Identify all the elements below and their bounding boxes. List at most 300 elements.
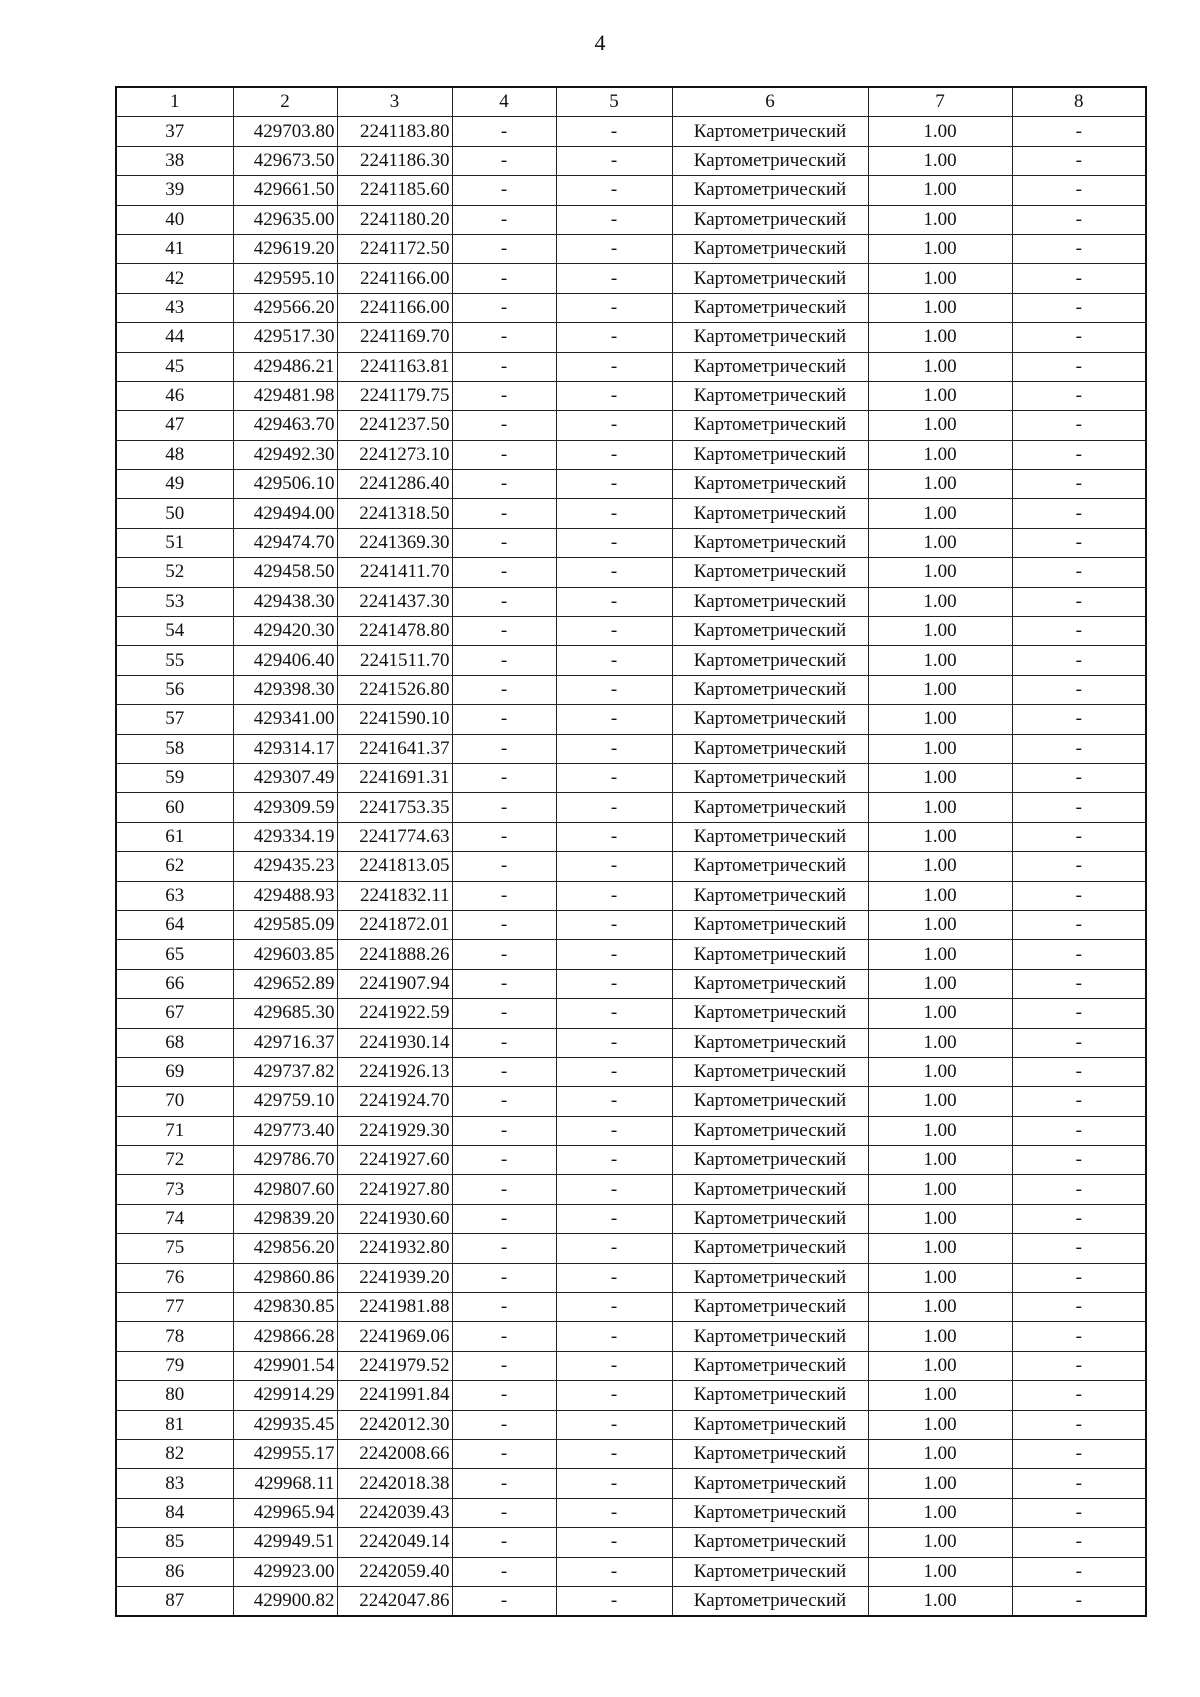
table-row	[116, 969, 1146, 998]
accuracy-cell: 1.00	[868, 793, 1012, 822]
y-coordinate-cell: 2241163.81	[337, 352, 452, 381]
x-coordinate-cell: 429860.86	[233, 1263, 337, 1292]
col-8-cell: -	[1012, 1410, 1146, 1439]
col-8-cell: -	[1012, 293, 1146, 322]
point-number-cell: 60	[116, 793, 233, 822]
table-row	[116, 852, 1146, 881]
x-coordinate-cell: 429914.29	[233, 1381, 337, 1410]
y-coordinate-cell: 2241753.35	[337, 793, 452, 822]
col-4-cell: -	[452, 1234, 556, 1263]
y-coordinate-cell: 2241590.10	[337, 705, 452, 734]
method-cell: Картометрический	[672, 1381, 868, 1410]
col-5-cell: -	[556, 1381, 672, 1410]
table-row	[116, 176, 1146, 205]
point-number-cell: 57	[116, 705, 233, 734]
point-number-cell: 68	[116, 1028, 233, 1057]
method-cell: Картометрический	[672, 1528, 868, 1557]
method-cell: Картометрический	[672, 1410, 868, 1439]
point-number-cell: 41	[116, 234, 233, 263]
method-cell: Картометрический	[672, 910, 868, 939]
col-5-cell: -	[556, 1087, 672, 1116]
col-4-cell: -	[452, 499, 556, 528]
x-coordinate-cell: 429463.70	[233, 411, 337, 440]
accuracy-cell: 1.00	[868, 1528, 1012, 1557]
col-4-cell: -	[452, 910, 556, 939]
table-row	[116, 793, 1146, 822]
accuracy-cell: 1.00	[868, 146, 1012, 175]
point-number-cell: 40	[116, 205, 233, 234]
point-number-cell: 48	[116, 440, 233, 469]
accuracy-cell: 1.00	[868, 323, 1012, 352]
accuracy-cell: 1.00	[868, 499, 1012, 528]
table-row	[116, 1234, 1146, 1263]
y-coordinate-cell: 2242012.30	[337, 1410, 452, 1439]
x-coordinate-cell: 429935.45	[233, 1410, 337, 1439]
col-5-cell: -	[556, 528, 672, 557]
col-4-cell: -	[452, 234, 556, 263]
col-4-cell: -	[452, 1557, 556, 1586]
point-number-cell: 72	[116, 1146, 233, 1175]
accuracy-cell: 1.00	[868, 969, 1012, 998]
point-number-cell: 87	[116, 1586, 233, 1616]
col-4-cell: -	[452, 1381, 556, 1410]
point-number-cell: 66	[116, 969, 233, 998]
x-coordinate-cell: 429830.85	[233, 1293, 337, 1322]
method-cell: Картометрический	[672, 440, 868, 469]
col-5-cell: -	[556, 852, 672, 881]
x-coordinate-cell: 429901.54	[233, 1351, 337, 1380]
method-cell: Картометрический	[672, 176, 868, 205]
col-4-cell: -	[452, 440, 556, 469]
table-row	[116, 1263, 1146, 1292]
method-cell: Картометрический	[672, 1175, 868, 1204]
col-8-cell: -	[1012, 910, 1146, 939]
accuracy-cell: 1.00	[868, 852, 1012, 881]
col-5-cell: -	[556, 587, 672, 616]
accuracy-cell: 1.00	[868, 705, 1012, 734]
method-cell: Картометрический	[672, 881, 868, 910]
y-coordinate-cell: 2241369.30	[337, 528, 452, 557]
accuracy-cell: 1.00	[868, 411, 1012, 440]
y-coordinate-cell: 2241929.30	[337, 1116, 452, 1145]
method-cell: Картометрический	[672, 587, 868, 616]
col-4-cell: -	[452, 1057, 556, 1086]
col-8-cell: -	[1012, 411, 1146, 440]
point-number-cell: 86	[116, 1557, 233, 1586]
col-8-cell: -	[1012, 234, 1146, 263]
method-cell: Картометрический	[672, 1116, 868, 1145]
method-cell: Картометрический	[672, 1057, 868, 1086]
table-row	[116, 1439, 1146, 1468]
col-8-cell: -	[1012, 822, 1146, 851]
method-cell: Картометрический	[672, 940, 868, 969]
method-cell: Картометрический	[672, 1469, 868, 1498]
y-coordinate-cell: 2241183.80	[337, 117, 452, 146]
col-4-cell: -	[452, 558, 556, 587]
point-number-cell: 67	[116, 999, 233, 1028]
col-4-cell: -	[452, 587, 556, 616]
col-5-cell: -	[556, 1469, 672, 1498]
accuracy-cell: 1.00	[868, 440, 1012, 469]
col-4-cell: -	[452, 1439, 556, 1468]
y-coordinate-cell: 2242047.86	[337, 1586, 452, 1616]
col-8-cell: -	[1012, 587, 1146, 616]
method-cell: Картометрический	[672, 1087, 868, 1116]
header-row	[116, 87, 1146, 117]
x-coordinate-cell: 429506.10	[233, 470, 337, 499]
col-5-cell: -	[556, 293, 672, 322]
accuracy-cell: 1.00	[868, 587, 1012, 616]
y-coordinate-cell: 2241179.75	[337, 381, 452, 410]
col-8-cell: -	[1012, 1351, 1146, 1380]
col-4-cell: -	[452, 1469, 556, 1498]
accuracy-cell: 1.00	[868, 940, 1012, 969]
table-row	[116, 1028, 1146, 1057]
table-row	[116, 1322, 1146, 1351]
col-4-cell: -	[452, 176, 556, 205]
accuracy-cell: 1.00	[868, 1146, 1012, 1175]
accuracy-cell: 1.00	[868, 763, 1012, 792]
y-coordinate-cell: 2241907.94	[337, 969, 452, 998]
col-5-cell: -	[556, 999, 672, 1028]
col-5-cell: -	[556, 1439, 672, 1468]
col-4-cell: -	[452, 352, 556, 381]
col-5-cell: -	[556, 1557, 672, 1586]
col-8-cell: -	[1012, 1557, 1146, 1586]
x-coordinate-cell: 429900.82	[233, 1586, 337, 1616]
point-number-cell: 76	[116, 1263, 233, 1292]
y-coordinate-cell: 2241774.63	[337, 822, 452, 851]
col-8-cell: -	[1012, 1028, 1146, 1057]
table-row	[116, 1087, 1146, 1116]
col-5-cell: -	[556, 1528, 672, 1557]
table-row	[116, 705, 1146, 734]
point-number-cell: 44	[116, 323, 233, 352]
col-4-cell: -	[452, 264, 556, 293]
col-8-cell: -	[1012, 969, 1146, 998]
accuracy-cell: 1.00	[868, 1263, 1012, 1292]
accuracy-cell: 1.00	[868, 117, 1012, 146]
accuracy-cell: 1.00	[868, 352, 1012, 381]
col-5-cell: -	[556, 763, 672, 792]
method-cell: Картометрический	[672, 528, 868, 557]
accuracy-cell: 1.00	[868, 675, 1012, 704]
x-coordinate-cell: 429309.59	[233, 793, 337, 822]
column-header-6: 6	[672, 87, 868, 117]
point-number-cell: 45	[116, 352, 233, 381]
accuracy-cell: 1.00	[868, 1322, 1012, 1351]
method-cell: Картометрический	[672, 264, 868, 293]
y-coordinate-cell: 2242039.43	[337, 1498, 452, 1527]
x-coordinate-cell: 429619.20	[233, 234, 337, 263]
method-cell: Картометрический	[672, 1234, 868, 1263]
method-cell: Картометрический	[672, 1557, 868, 1586]
table-row	[116, 675, 1146, 704]
table-row	[116, 910, 1146, 939]
col-5-cell: -	[556, 176, 672, 205]
column-header-2: 2	[233, 87, 337, 117]
method-cell: Картометрический	[672, 617, 868, 646]
y-coordinate-cell: 2241641.37	[337, 734, 452, 763]
table-row	[116, 1557, 1146, 1586]
col-8-cell: -	[1012, 323, 1146, 352]
col-4-cell: -	[452, 146, 556, 175]
y-coordinate-cell: 2241169.70	[337, 323, 452, 352]
col-4-cell: -	[452, 1528, 556, 1557]
point-number-cell: 53	[116, 587, 233, 616]
col-4-cell: -	[452, 1293, 556, 1322]
col-5-cell: -	[556, 381, 672, 410]
y-coordinate-cell: 2242049.14	[337, 1528, 452, 1557]
y-coordinate-cell: 2241924.70	[337, 1087, 452, 1116]
col-8-cell: -	[1012, 470, 1146, 499]
col-8-cell: -	[1012, 1263, 1146, 1292]
column-header-1: 1	[116, 87, 233, 117]
point-number-cell: 43	[116, 293, 233, 322]
table-row	[116, 205, 1146, 234]
x-coordinate-cell: 429438.30	[233, 587, 337, 616]
accuracy-cell: 1.00	[868, 1234, 1012, 1263]
y-coordinate-cell: 2241832.11	[337, 881, 452, 910]
col-8-cell: -	[1012, 1116, 1146, 1145]
col-4-cell: -	[452, 852, 556, 881]
method-cell: Картометрический	[672, 1146, 868, 1175]
method-cell: Картометрический	[672, 470, 868, 499]
y-coordinate-cell: 2241478.80	[337, 617, 452, 646]
col-8-cell: -	[1012, 146, 1146, 175]
col-8-cell: -	[1012, 940, 1146, 969]
table-row	[116, 1204, 1146, 1233]
y-coordinate-cell: 2241691.31	[337, 763, 452, 792]
col-4-cell: -	[452, 1586, 556, 1616]
col-4-cell: -	[452, 940, 556, 969]
method-cell: Картометрический	[672, 969, 868, 998]
y-coordinate-cell: 2241411.70	[337, 558, 452, 587]
col-5-cell: -	[556, 1028, 672, 1057]
col-5-cell: -	[556, 1498, 672, 1527]
x-coordinate-cell: 429839.20	[233, 1204, 337, 1233]
col-5-cell: -	[556, 1057, 672, 1086]
col-8-cell: -	[1012, 205, 1146, 234]
method-cell: Картометрический	[672, 822, 868, 851]
col-5-cell: -	[556, 117, 672, 146]
col-5-cell: -	[556, 1116, 672, 1145]
col-4-cell: -	[452, 1322, 556, 1351]
x-coordinate-cell: 429673.50	[233, 146, 337, 175]
col-8-cell: -	[1012, 1175, 1146, 1204]
col-4-cell: -	[452, 734, 556, 763]
table-row	[116, 528, 1146, 557]
x-coordinate-cell: 429486.21	[233, 352, 337, 381]
col-8-cell: -	[1012, 1293, 1146, 1322]
col-5-cell: -	[556, 675, 672, 704]
col-8-cell: -	[1012, 734, 1146, 763]
point-number-cell: 38	[116, 146, 233, 175]
point-number-cell: 73	[116, 1175, 233, 1204]
table-row	[116, 1586, 1146, 1616]
table-row	[116, 558, 1146, 587]
method-cell: Картометрический	[672, 1263, 868, 1292]
accuracy-cell: 1.00	[868, 999, 1012, 1028]
accuracy-cell: 1.00	[868, 1293, 1012, 1322]
col-8-cell: -	[1012, 499, 1146, 528]
point-number-cell: 84	[116, 1498, 233, 1527]
x-coordinate-cell: 429481.98	[233, 381, 337, 410]
table-row	[116, 1146, 1146, 1175]
point-number-cell: 65	[116, 940, 233, 969]
y-coordinate-cell: 2241526.80	[337, 675, 452, 704]
method-cell: Картометрический	[672, 646, 868, 675]
col-4-cell: -	[452, 1263, 556, 1292]
accuracy-cell: 1.00	[868, 1381, 1012, 1410]
accuracy-cell: 1.00	[868, 1057, 1012, 1086]
method-cell: Картометрический	[672, 1204, 868, 1233]
col-4-cell: -	[452, 969, 556, 998]
col-8-cell: -	[1012, 617, 1146, 646]
accuracy-cell: 1.00	[868, 734, 1012, 763]
col-8-cell: -	[1012, 352, 1146, 381]
col-5-cell: -	[556, 1204, 672, 1233]
y-coordinate-cell: 2241437.30	[337, 587, 452, 616]
table-row	[116, 293, 1146, 322]
accuracy-cell: 1.00	[868, 264, 1012, 293]
table-header	[116, 87, 1146, 117]
point-number-cell: 54	[116, 617, 233, 646]
x-coordinate-cell: 429955.17	[233, 1439, 337, 1468]
point-number-cell: 49	[116, 470, 233, 499]
accuracy-cell: 1.00	[868, 1439, 1012, 1468]
point-number-cell: 77	[116, 1293, 233, 1322]
col-5-cell: -	[556, 1175, 672, 1204]
x-coordinate-cell: 429458.50	[233, 558, 337, 587]
accuracy-cell: 1.00	[868, 1498, 1012, 1527]
col-8-cell: -	[1012, 117, 1146, 146]
column-header-3: 3	[337, 87, 452, 117]
y-coordinate-cell: 2241927.80	[337, 1175, 452, 1204]
point-number-cell: 79	[116, 1351, 233, 1380]
col-5-cell: -	[556, 440, 672, 469]
table-row	[116, 1175, 1146, 1204]
x-coordinate-cell: 429494.00	[233, 499, 337, 528]
col-5-cell: -	[556, 352, 672, 381]
y-coordinate-cell: 2241927.60	[337, 1146, 452, 1175]
table-row	[116, 499, 1146, 528]
accuracy-cell: 1.00	[868, 1557, 1012, 1586]
y-coordinate-cell: 2241930.60	[337, 1204, 452, 1233]
y-coordinate-cell: 2241888.26	[337, 940, 452, 969]
column-header-8: 8	[1012, 87, 1146, 117]
col-4-cell: -	[452, 1028, 556, 1057]
col-8-cell: -	[1012, 763, 1146, 792]
x-coordinate-cell: 429716.37	[233, 1028, 337, 1057]
accuracy-cell: 1.00	[868, 646, 1012, 675]
x-coordinate-cell: 429595.10	[233, 264, 337, 293]
col-5-cell: -	[556, 499, 672, 528]
col-5-cell: -	[556, 1263, 672, 1292]
point-number-cell: 52	[116, 558, 233, 587]
point-number-cell: 80	[116, 1381, 233, 1410]
x-coordinate-cell: 429398.30	[233, 675, 337, 704]
point-number-cell: 37	[116, 117, 233, 146]
col-8-cell: -	[1012, 1586, 1146, 1616]
y-coordinate-cell: 2241939.20	[337, 1263, 452, 1292]
col-5-cell: -	[556, 1351, 672, 1380]
col-5-cell: -	[556, 910, 672, 939]
x-coordinate-cell: 429406.40	[233, 646, 337, 675]
table-row	[116, 1293, 1146, 1322]
col-5-cell: -	[556, 1293, 672, 1322]
col-8-cell: -	[1012, 1057, 1146, 1086]
col-4-cell: -	[452, 1087, 556, 1116]
method-cell: Картометрический	[672, 852, 868, 881]
col-5-cell: -	[556, 793, 672, 822]
col-4-cell: -	[452, 1410, 556, 1439]
col-5-cell: -	[556, 146, 672, 175]
col-8-cell: -	[1012, 381, 1146, 410]
col-8-cell: -	[1012, 1381, 1146, 1410]
point-number-cell: 63	[116, 881, 233, 910]
col-8-cell: -	[1012, 1204, 1146, 1233]
x-coordinate-cell: 429949.51	[233, 1528, 337, 1557]
col-8-cell: -	[1012, 852, 1146, 881]
accuracy-cell: 1.00	[868, 1204, 1012, 1233]
method-cell: Картометрический	[672, 1351, 868, 1380]
y-coordinate-cell: 2241166.00	[337, 264, 452, 293]
accuracy-cell: 1.00	[868, 470, 1012, 499]
x-coordinate-cell: 429307.49	[233, 763, 337, 792]
x-coordinate-cell: 429517.30	[233, 323, 337, 352]
col-5-cell: -	[556, 881, 672, 910]
table-row	[116, 587, 1146, 616]
accuracy-cell: 1.00	[868, 558, 1012, 587]
y-coordinate-cell: 2241286.40	[337, 470, 452, 499]
table-row	[116, 734, 1146, 763]
column-header-5: 5	[556, 87, 672, 117]
accuracy-cell: 1.00	[868, 176, 1012, 205]
col-8-cell: -	[1012, 999, 1146, 1028]
accuracy-cell: 1.00	[868, 1469, 1012, 1498]
accuracy-cell: 1.00	[868, 205, 1012, 234]
method-cell: Картометрический	[672, 234, 868, 263]
point-number-cell: 51	[116, 528, 233, 557]
x-coordinate-cell: 429488.93	[233, 881, 337, 910]
table-row	[116, 411, 1146, 440]
y-coordinate-cell: 2241981.88	[337, 1293, 452, 1322]
y-coordinate-cell: 2242059.40	[337, 1557, 452, 1586]
point-number-cell: 78	[116, 1322, 233, 1351]
y-coordinate-cell: 2241172.50	[337, 234, 452, 263]
method-cell: Картометрический	[672, 117, 868, 146]
col-8-cell: -	[1012, 793, 1146, 822]
point-number-cell: 69	[116, 1057, 233, 1086]
accuracy-cell: 1.00	[868, 1087, 1012, 1116]
table-row	[116, 381, 1146, 410]
point-number-cell: 47	[116, 411, 233, 440]
col-8-cell: -	[1012, 646, 1146, 675]
col-8-cell: -	[1012, 440, 1146, 469]
col-8-cell: -	[1012, 1469, 1146, 1498]
col-4-cell: -	[452, 470, 556, 499]
x-coordinate-cell: 429314.17	[233, 734, 337, 763]
accuracy-cell: 1.00	[868, 1116, 1012, 1145]
x-coordinate-cell: 429965.94	[233, 1498, 337, 1527]
x-coordinate-cell: 429603.85	[233, 940, 337, 969]
method-cell: Картометрический	[672, 793, 868, 822]
y-coordinate-cell: 2242008.66	[337, 1439, 452, 1468]
col-5-cell: -	[556, 969, 672, 998]
y-coordinate-cell: 2241930.14	[337, 1028, 452, 1057]
col-8-cell: -	[1012, 1234, 1146, 1263]
